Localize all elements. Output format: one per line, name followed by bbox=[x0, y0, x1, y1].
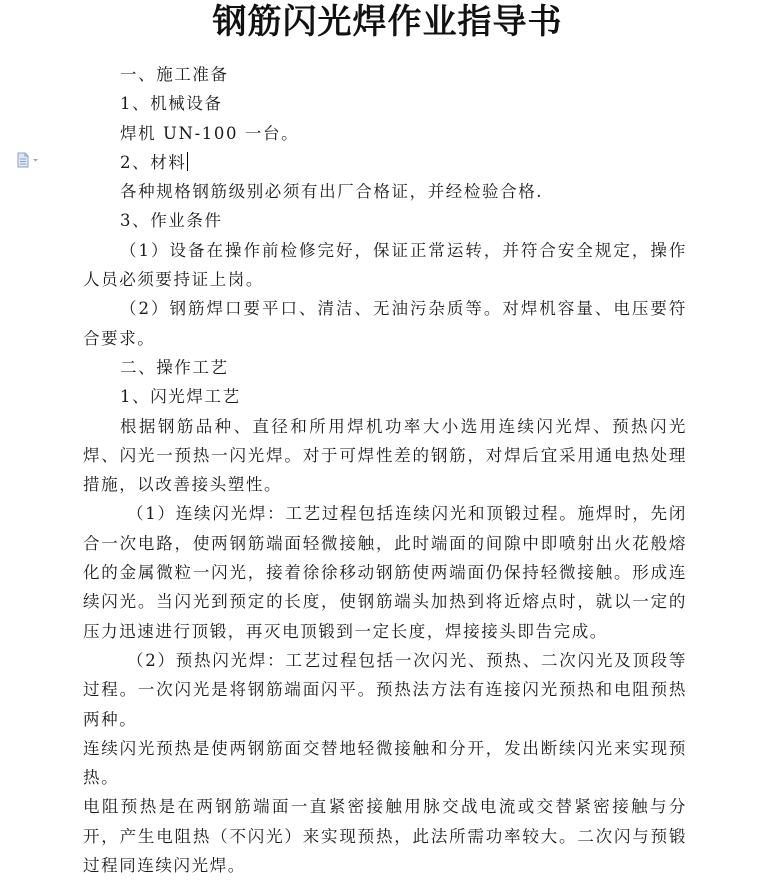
paragraph-continuous-preheat: 连续闪光预热是使两钢筋面交替地轻微接触和分开，发出断续闪光来实现预热。 bbox=[83, 738, 687, 788]
subheading-materials bbox=[83, 148, 687, 177]
paragraph-condition-2: （2）钢筋焊口要平口、清洁、无油污杂质等。对焊机容量、电压要符合要求。 bbox=[83, 299, 687, 348]
paragraph-marker-button[interactable] bbox=[15, 152, 41, 168]
document-icon bbox=[15, 152, 41, 168]
section-heading-preparation: 一、施工准备 bbox=[120, 65, 229, 84]
subheading-materials-text: 2、材料 bbox=[120, 152, 187, 172]
paragraph-condition-1: （1）设备在操作前检修完好，保证正常运转，并符合安全规定，操作人员必须要持证上岗。 bbox=[83, 240, 687, 290]
subheading-conditions: 3、作业条件 bbox=[120, 211, 223, 231]
paragraph-flash-welding: 根据钢筋品种、直径和所用焊机功率大小选用连续闪光焊、预热闪光焊、闪光一预热一闪光焊。对于可焊性差的钢筋，对焊后宜采用通电热处理措施，以改善接头塑性。 bbox=[83, 416, 687, 495]
paragraph-preheat-flash: （2）预热闪光焊：工艺过程包括一次闪光、预热、二次闪光及顶段等过程。一次闪光是将钢筋端面闪平。预热法方法有连接闪光预热和电阻预热两种。 bbox=[83, 650, 687, 729]
document-title: 钢筋闪光焊作业指导书 bbox=[212, 2, 563, 42]
paragraph-resistance-preheat: 电阻预热是在两钢筋端面一直紧密接触用脉交战电流或交替紧密接触与分开，产生电阻热（不闪光）来实现预热，此法所需功率较大。二次闪与预锻过程同连续闪光焊。 bbox=[83, 797, 687, 876]
paragraph-continuous-flash: （1）连续闪光焊：工艺过程包括连续闪光和顶锻过程。施焊时，先闭合一次电路，使两钢筋端面轻微接触，此时端面的间隙中即喷射出火花般熔化的金属微粒一闪光，接着徐徐移动钢筋使两端面仍保持轻微接触。形成连续闪光。当闪光到预定的长度，使钢筋端头加热到将近熔点时，就以一定的压力迅速进行顶锻，再灭电顶锻到一定长度，焊接接头即告完成。 bbox=[83, 504, 687, 641]
document-body[interactable] bbox=[83, 60, 687, 880]
subheading-flash-welding: 1、闪光焊工艺 bbox=[120, 387, 241, 407]
text-cursor bbox=[187, 152, 188, 171]
paragraph-equipment: 焊机 UN-100 一台。 bbox=[120, 123, 300, 143]
paragraph-materials: 各种规格钢筋级别必须有出厂合格证，并经检验合格. bbox=[120, 182, 544, 202]
chevron-down-icon bbox=[33, 159, 38, 162]
subheading-equipment: 1、机械设备 bbox=[120, 94, 223, 114]
section-heading-process: 二、操作工艺 bbox=[120, 357, 229, 377]
